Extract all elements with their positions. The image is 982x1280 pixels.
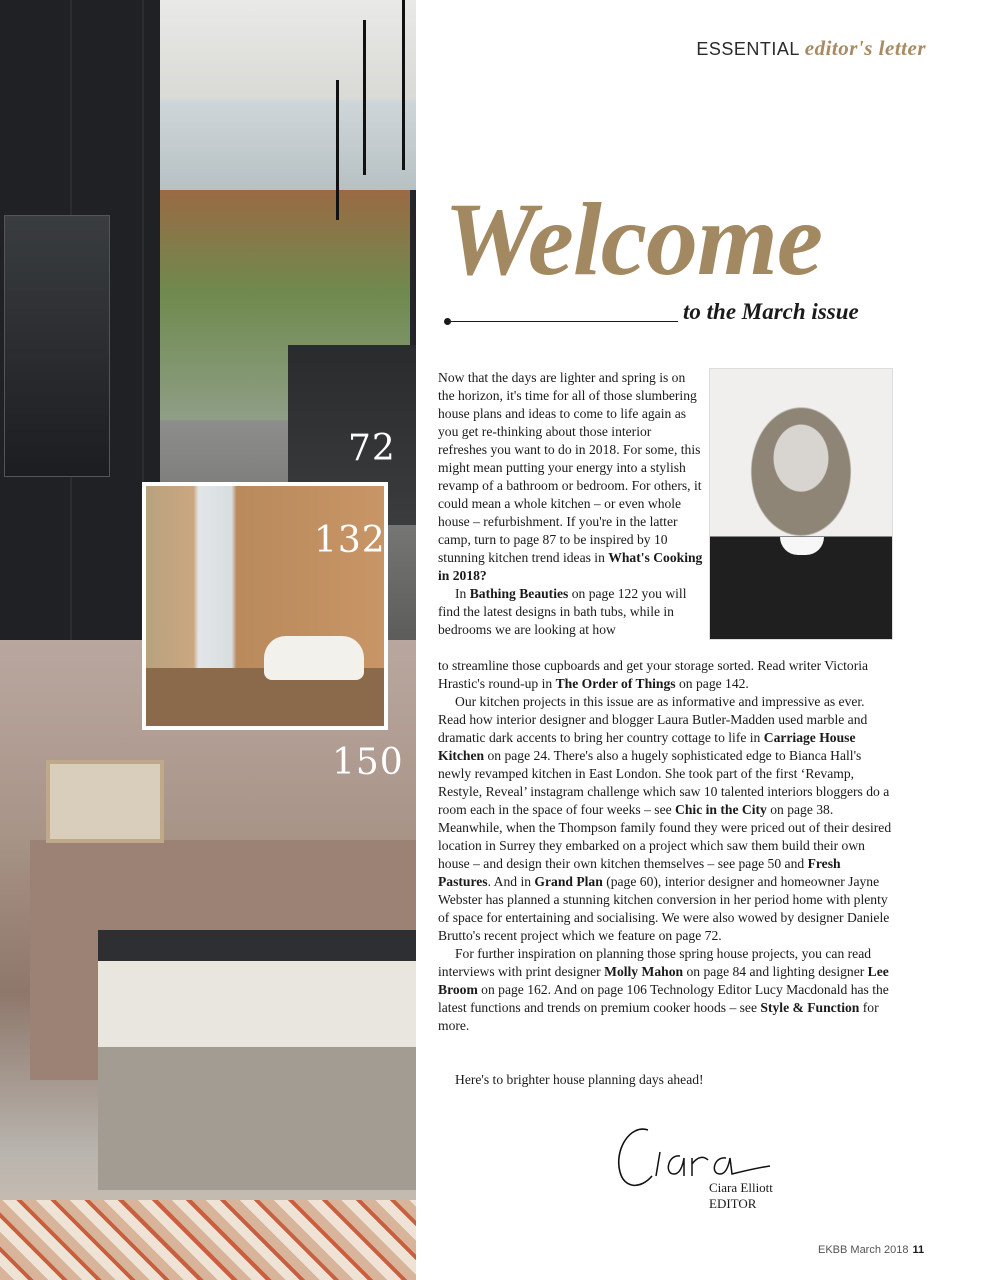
bedroom-photo (0, 640, 416, 1280)
editor-role: EDITOR (709, 1196, 757, 1211)
bold-reference: Carriage House Kitchen (438, 730, 856, 763)
page-title: Welcome (444, 182, 823, 297)
folio (818, 1244, 924, 1256)
letter-paragraph-2a: In Bathing Beauties on page 122 you will find the latest designs in bath tubs, while in bedrooms we are looking at how (438, 586, 687, 637)
section-header (696, 36, 926, 61)
letter-text-wide (438, 657, 892, 1035)
signature-block (709, 1180, 773, 1212)
letter-paragraph-2b: to streamline those cupboards and get your storage sorted. Read writer Victoria Hrastic's round-up in The Order of Things on page 142. (438, 658, 869, 691)
bold-reference: The Order of Things (555, 676, 676, 691)
closing-line: Here's to brighter house planning days ahead! (455, 1072, 704, 1087)
bold-reference: Grand Plan (534, 874, 603, 889)
page-subtitle: to the March issue (683, 299, 859, 324)
photo-column (0, 0, 416, 1280)
bold-reference: Molly Mahon (604, 964, 684, 979)
bold-reference: Lee Broom (438, 964, 889, 997)
bold-reference: Style & Function (760, 1000, 860, 1015)
page-number: 11 (912, 1244, 925, 1256)
header-prefix: ESSENTIAL (696, 39, 800, 59)
bold-reference: What's Cooking in 2018? (438, 550, 703, 583)
page-ref-bedroom: 150 (332, 742, 404, 783)
bold-reference: Bathing Beauties (469, 586, 569, 601)
editor-portrait (709, 368, 893, 640)
letter-paragraph-3: Our kitchen projects in this issue are as informative and impressive as ever. Read how interior designer and blogger Laura Butler-Madden used marble and dramatic dark accents to bring her country cottage to life in Carriage House Kitchen on page 24. There's also a hugely sophisticated edge to Bianca Hall's newly revamped kitchen in East London. She took part of the first ‘Revamp, Restyle, Reveal’ instagram challenge which saw 10 talented interiors bloggers do a room each in the space of four weeks – see Chic in the City on page 38. Meanwhile, when the Thompson family found they were priced out of their desired location in Surrey they embarked on a project which saw them build their own house – and design their own kitchen themselves – see page 50 and Fresh Pastures. And in Grand Plan (page 60), interior designer and homeowner Jayne Webster has planned a stunning kitchen conversion in her period home with plenty of space for entertaining and socialising. We were also wowed by designer Daniele Brutto's recent project which we feature on page 72. (438, 694, 892, 943)
page-ref-bathroom: 132 (314, 520, 386, 561)
title-rule (448, 321, 678, 322)
letter-paragraph-1: Now that the days are lighter and spring is on the horizon, it's time for all of those slumbering house plans and ideas to come to life again as you get re-thinking about those interior refreshes you want to do in 2018. For some, this might mean putting your energy into a stylish revamp of a bathroom or bedroom. For others, it could mean a whole kitchen – or even whole house – refurbishment. If you're in the latter camp, turn to page 87 to be inspired by 10 stunning kitchen trend ideas in What's Cooking in 2018? (438, 370, 703, 583)
issue-label: EKBB March 2018 (818, 1244, 909, 1256)
header-section: editor's letter (804, 36, 926, 60)
bold-reference: Fresh Pastures (438, 856, 841, 889)
bold-reference: Chic in the City (675, 802, 767, 817)
letter-paragraph-4: For further inspiration on planning those spring house projects, you can read interviews with print designer Molly Mahon on page 84 and lighting designer Lee Broom on page 162. And on page 106 Technology Editor Lucy Macdonald has the latest functions and trends on premium cooker hoods – see Style & Function for more. (438, 946, 889, 1033)
letter-text-narrow (438, 369, 703, 639)
page-ref-kitchen: 72 (348, 428, 396, 469)
editor-name: Ciara Elliott (709, 1180, 773, 1195)
